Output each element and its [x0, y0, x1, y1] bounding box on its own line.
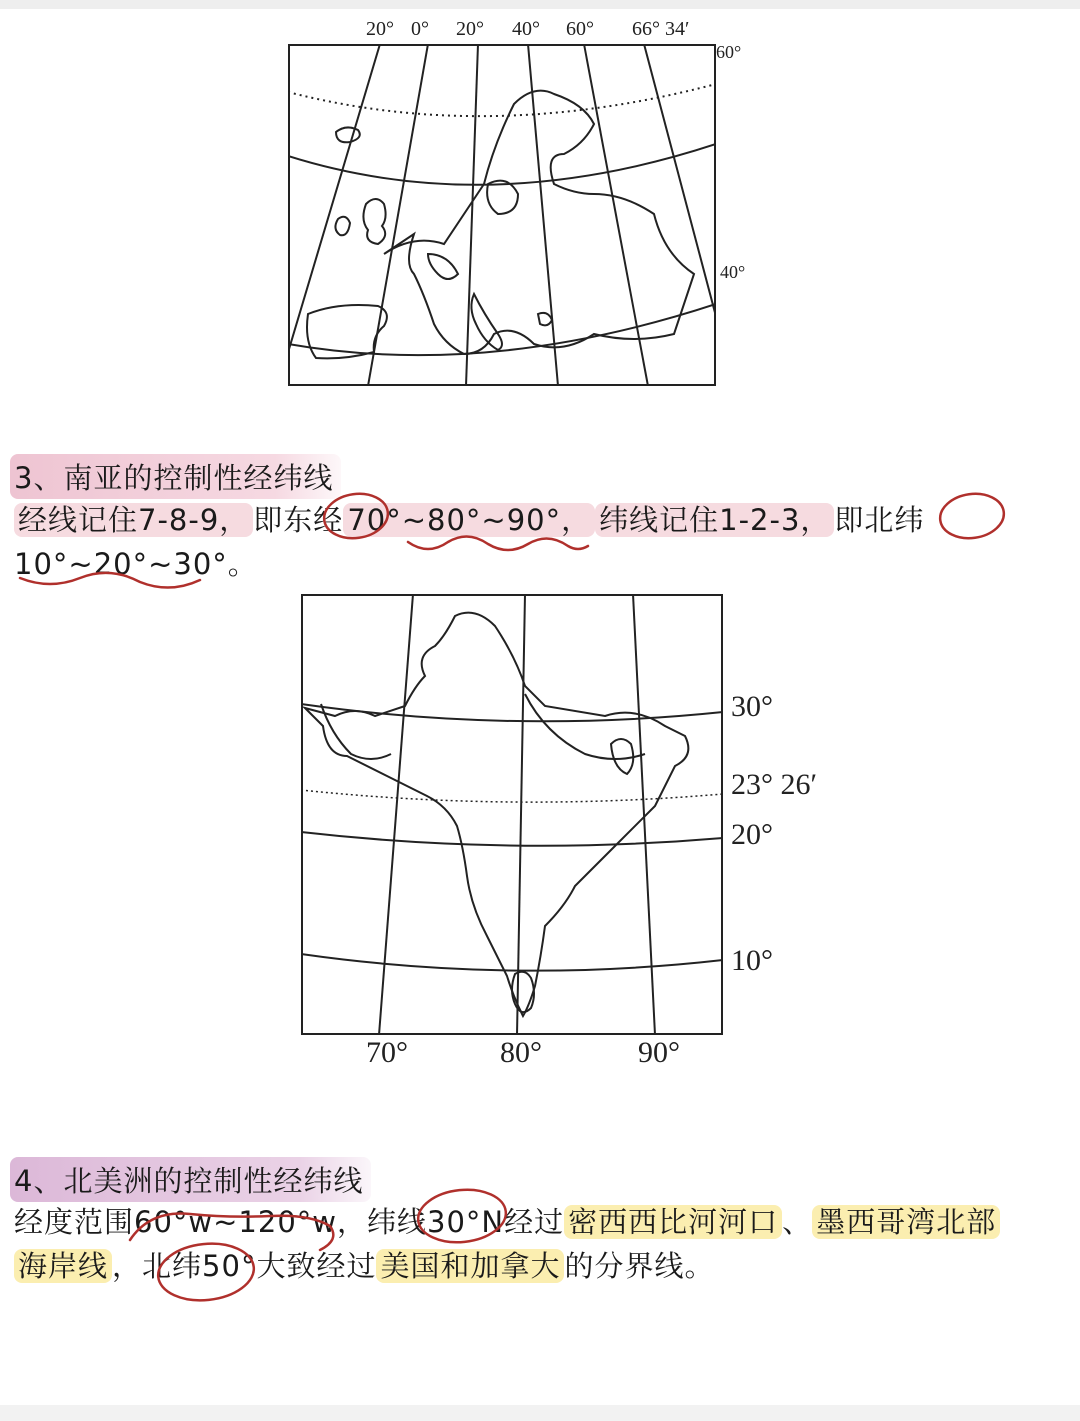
section3-east-longitude: 东经 — [283, 503, 344, 537]
section3-parallel-mnemonic: 纬线记住1-2-3， — [595, 503, 834, 537]
section3-north-latitude: 北纬 — [864, 503, 925, 537]
south-asia-lat-label-2: 23° 26′ — [731, 768, 818, 801]
section4-heading: 4、北美洲的控制性经纬线 — [10, 1157, 371, 1202]
south-asia-lat-label-1: 30° — [731, 690, 773, 723]
section3-heading: 3、南亚的控制性经纬线 — [10, 454, 341, 499]
section3-longitude-values: 70°~80°~90°， — [343, 503, 595, 537]
top-edge — [0, 0, 1080, 9]
section4-longitude-range-value: 60°w~120°w， — [134, 1205, 368, 1239]
section3-meridian-mnemonic: 经线记住7-8-9， — [14, 503, 253, 537]
europe-top-label-4: 40° — [512, 18, 540, 40]
south-asia-lon-label-1: 70° — [366, 1036, 408, 1069]
europe-top-label-5: 60° — [566, 18, 594, 40]
south-asia-lon-label-2: 80° — [500, 1036, 542, 1069]
bottom-edge — [0, 1405, 1080, 1421]
section4-roughly-passes: 大致经过 — [256, 1249, 377, 1283]
section4-30n: 30°N — [427, 1205, 505, 1239]
europe-right-label-1: 60° — [716, 42, 742, 62]
section4-boundary: 的分界线。 — [564, 1249, 715, 1283]
south-asia-lat-label-4: 10° — [731, 944, 773, 977]
section4-line2 — [14, 1244, 715, 1285]
section4-passes: 经过 — [504, 1205, 565, 1239]
europe-top-label-6: 66° 34′ — [632, 18, 690, 40]
section3-line1 — [14, 498, 924, 539]
section4-parallel-label: 纬线 — [367, 1205, 428, 1239]
south-asia-map-frame — [301, 594, 723, 1035]
section4-line1 — [14, 1200, 1000, 1241]
section4-mississippi-mouth: 密西西比河河口 — [564, 1205, 782, 1239]
europe-map — [288, 44, 716, 386]
europe-right-label-2: 40° — [720, 262, 746, 282]
section4-comma: 、 — [782, 1205, 813, 1239]
section4-50: 50° — [202, 1249, 257, 1283]
south-asia-lon-label-3: 90° — [638, 1036, 680, 1069]
section4-us-canada: 美国和加拿大 — [376, 1249, 564, 1283]
south-asia-lat-label-3: 20° — [731, 818, 773, 851]
section4-north-latitude: 北纬 — [142, 1249, 203, 1283]
section3-line2: 10°~20°~30°。 — [14, 547, 258, 581]
europe-top-label-3: 20° — [456, 18, 484, 40]
section4-longitude-range-label: 经度范围 — [14, 1205, 135, 1239]
section4-coastline: 海岸线 — [14, 1249, 112, 1283]
europe-top-label-1: 20° — [366, 18, 394, 40]
europe-top-label-2: 0° — [411, 18, 429, 40]
section4-gulf-of-mexico: 墨西哥湾北部 — [812, 1205, 1000, 1239]
section3-ji-1: 即 — [253, 503, 284, 537]
section4-comma-2: ， — [112, 1249, 143, 1283]
section3-ji-2: 即 — [834, 503, 865, 537]
